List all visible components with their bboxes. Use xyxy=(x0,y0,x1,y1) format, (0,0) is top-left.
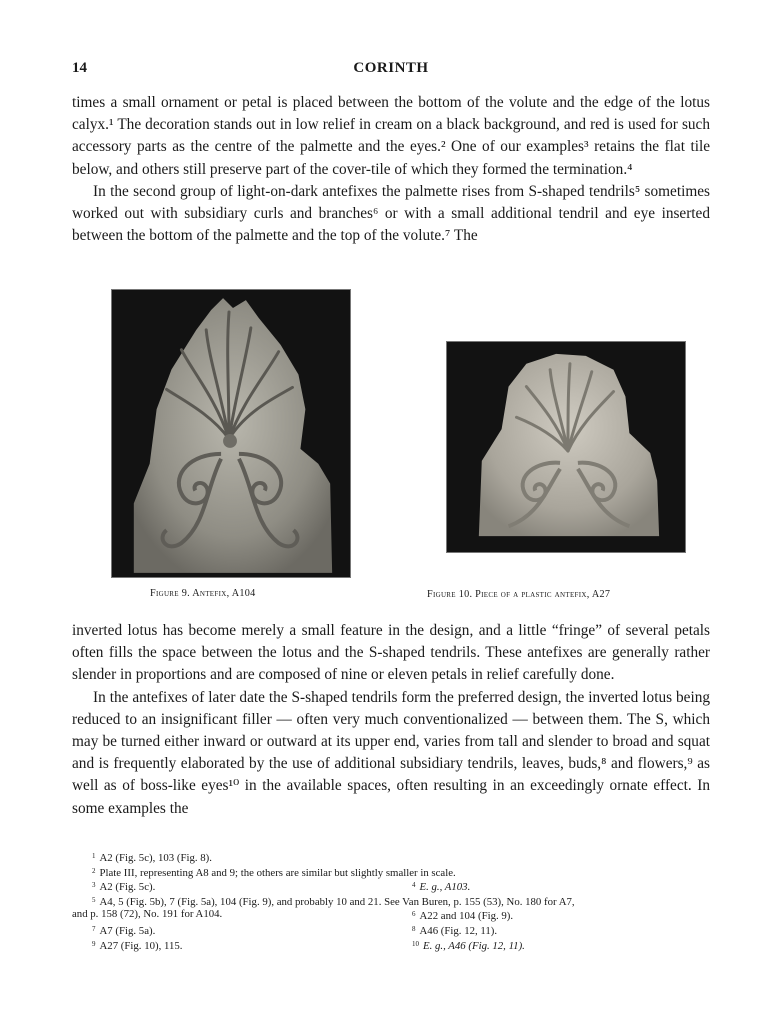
footnote-5-line-2: and p. 158 (72), No. 191 for A104. xyxy=(72,908,223,921)
figure-10-caption: Figure 10. Piece of a plastic antefix, A27 xyxy=(427,589,611,600)
footnote-row: $^2$ Plate III, representing A8 and 9; the others are similar but slightly smaller in scale. xyxy=(92,866,456,879)
footnote-row: $^5$ A4, 5 (Fig. 5b), 7 (Fig. 5a), 104 (Fig. 9), and probably 10 and 21. See Van Buren, p. 155 (53), No. 180 for A7, xyxy=(92,895,575,908)
paragraph: In the second group of light-on-dark antefixes the palmette rises from S-shaped tendrils⁵ sometimes worked out with subsidiary curls and branches⁶ or with a small additional tendril and eye inserted between the bottom of the palmette and the top of the volute.⁷ The xyxy=(72,182,710,245)
footnote-7: A7 (Fig. 5a). xyxy=(99,924,156,937)
footnote-4: E. g., A103. xyxy=(419,881,471,894)
paragraph: times a small ornament or petal is placed between the bottom of the volute and the edge of the lotus calyx.¹ The decoration stands out in low relief in cream on a black background, and red is used for such accessory parts as the centre of the palmette and the eyes.² One of our examples³ retains the flat tile below, and others still preserve part of the cover-tile of which they formed the termination.⁴ xyxy=(72,94,710,178)
footnote-3: A2 (Fig. 5c). xyxy=(99,881,156,894)
footnote-8: A46 (Fig. 12, 11). xyxy=(419,924,498,937)
footnote-row: $^3$ A2 (Fig. 5c). $^4$ E. g., A103. xyxy=(92,881,471,894)
footnote-row: $^7$ A7 (Fig. 5a). $^8$ A46 (Fig. 12, 11). xyxy=(92,924,498,937)
footnote-10: E. g., A46 (Fig. 12, 11). xyxy=(423,939,525,952)
page-header xyxy=(72,60,710,80)
paragraph: In the antefixes of later date the S-shaped tendrils form the preferred design, the inverted lotus being reduced to an insignificant filler — often very much conventionalized — between them. The S, which may be turned either inward or outward at its upper end, varies from tall and slender to broad and squat and is frequently elaborated by the use of additional subsidiary tendrils, leaves, buds,⁸ and flowers,⁹ as well as of boss-like eyes¹⁰ in the available spaces, often resulting in an exceedingly ornate effect. In some examples the xyxy=(72,688,710,817)
body-text-bottom xyxy=(72,620,710,820)
body-text-top xyxy=(72,92,710,247)
footnote-row: $^1$ A2 (Fig. 5c), 103 (Fig. 8). xyxy=(92,852,212,864)
paragraph: inverted lotus has become merely a small feature in the design, and a little “fringe” of several petals often fills the space between the lotus and the S-shaped tendrils. These antefixes are generally rather slender in proportions and are composed of nine or eleven petals in relief carefully done. xyxy=(72,622,710,684)
footnote-6: A22 and 104 (Fig. 9). xyxy=(419,910,514,923)
footnote-row: $^9$ A27 (Fig. 10), 115. $^{10}$ E. g., A46 (Fig. 12, 11). xyxy=(92,939,525,952)
footnote-9: A27 (Fig. 10), 115. xyxy=(99,939,183,952)
running-title: CORINTH xyxy=(353,60,429,76)
footnote-5-line-1: A4, 5 (Fig. 5b), 7 (Fig. 5a), 104 (Fig. 9), and probably 10 and 21. See Van Buren, p. 155 (53), No. 180 for A7, xyxy=(99,895,575,908)
antefix-photo-image xyxy=(112,290,350,577)
footnotes xyxy=(72,849,712,951)
figure-9-antefix-photo xyxy=(111,289,351,578)
plastic-antefix-photo-image xyxy=(447,342,685,552)
footnote-1: A2 (Fig. 5c), 103 (Fig. 8). xyxy=(99,852,212,864)
footnote-2: Plate III, representing A8 and 9; the others are similar but slightly smaller in scale. xyxy=(99,866,456,879)
figure-10-plastic-antefix-photo xyxy=(446,341,686,553)
page-number: 14 xyxy=(72,60,87,76)
figure-9-caption: Figure 9. Antefix, A104 xyxy=(150,588,256,599)
footnote-row: and p. 158 (72), No. 191 for A104. $^6$ A22 and 104 (Fig. 9). xyxy=(72,908,514,923)
